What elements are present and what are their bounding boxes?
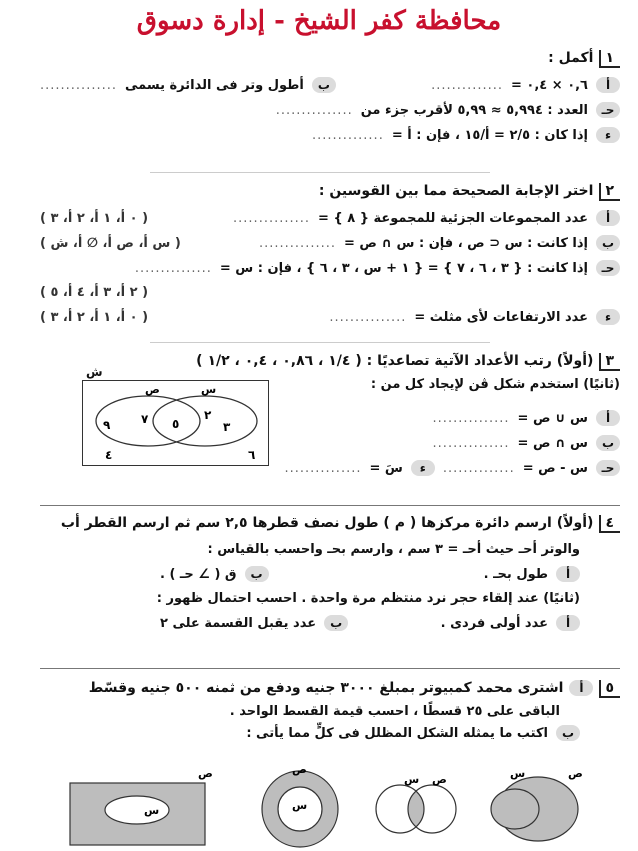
item-label: حـ [596,460,620,476]
set-label: س [292,799,308,812]
answer-blank[interactable]: ............... [134,260,212,276]
set-label: ص [432,773,447,786]
answer-blank[interactable]: .............. [431,77,503,93]
item-label: حـ [596,102,620,118]
choice-list: ( ٢ أ، ٣ أ، ٤ أ، ٥ ) [40,285,149,300]
answer-blank[interactable]: ............... [432,410,510,426]
choice-list: ( ٠ أ، ١ أ، ٢ أ، ٣ ) [40,309,149,325]
answer-blank[interactable]: ............... [40,77,117,93]
answer-blank[interactable]: ............... [275,102,353,118]
question-4 [40,515,620,631]
item-text: العدد : ٥,٩٩٤ ≈ ٥,٩٩ لأقرب جزء من [360,102,588,118]
item-label: أ [556,615,580,631]
answer-blank[interactable]: ............... [259,235,336,251]
question-number: ٣ [599,353,620,371]
question-text: الباقى على ٢٥ قسطًا ، احسب قيمة القسط الواحد . [229,704,560,719]
item-label: أ [596,210,620,226]
question-text: اشترى محمد كمبيوتر بمبلغ ٣٠٠٠ جنيه ودفع من ثمنه ٥٠٠ جنيه وقسّط [88,680,564,696]
item-text: س ∪ ص = [517,410,588,426]
question-5 [40,680,620,741]
question-2 [40,183,620,325]
shaded-figures [60,765,620,851]
answer-blank[interactable]: ............... [329,309,407,325]
answer-blank[interactable]: ............... [284,460,362,476]
answer-blank[interactable]: .............. [311,127,384,143]
item-label: أ [596,77,620,93]
set-label: ص [568,767,583,780]
set-label: ص [198,767,213,780]
item-label: ب [245,566,269,582]
question-number: ٤ [599,515,620,533]
venn-element: ٥ [172,417,180,431]
question-heading: أكمل : [548,50,594,66]
venn-element: ٩ [103,418,111,432]
item-text: عدد يقبل القسمة على ٢ [160,615,317,631]
question-number: ٢ [599,183,620,201]
venn-element: ٣ [223,420,231,434]
item-label: أ [556,566,580,582]
item-label: ء [596,309,620,325]
venn-universal-set [82,380,269,466]
question-text: والوتر أحـ حيث أحـ = ٣ سم ، وارسم بحـ واحسب بالقياس : [207,542,580,557]
question-number: ٥ [599,680,620,698]
question-heading: اختر الإجابة الصحيحة مما بين القوسين : [318,183,594,199]
item-label: ب [312,77,336,93]
set-label: ص [292,765,307,776]
question-subheading: (ثانيًا) استخدم شكل ڤن لإيجاد كل من : [370,377,620,392]
item-text: ٠,٦ × ٠,٤ = [511,77,588,93]
item-text: عدد المجموعات الجزئية للمجموعة { ٨ } = [318,210,588,226]
item-text: طول بحـ . [483,566,548,582]
item-label: ب [324,615,348,631]
divider [40,668,620,669]
item-text: ق ( ∠ حـ ) . [160,566,237,582]
item-label: ب [596,235,620,251]
item-text: س ∩ ص = [517,435,588,451]
item-text: سَ = [369,460,403,476]
shaded-region [491,789,539,829]
divider [150,172,490,173]
question-subheading: (ثانيًا) عند إلقاء حجر نرد منتظم مرة واحدة . احسب احتمال ظهور : [156,591,580,606]
item-label: أ [596,410,620,426]
choice-list: ( ٠ أ، ١ أ، ٢ أ، ٣ ) [40,210,149,226]
answer-blank[interactable]: ............... [233,210,311,226]
set-label: س [144,804,160,817]
page-title: محافظة كفر الشيخ - إدارة دسوق [136,6,502,36]
set-a-label: س [201,383,217,396]
item-text: س - ص = [522,460,588,476]
item-text: عدد الارتفاعات لأى مثلث = [414,309,588,325]
divider [40,505,620,506]
set-label: س [404,773,420,786]
item-label: ب [596,435,620,451]
venn-element: ٦ [248,448,256,462]
question-heading: (أولاً) ارسم دائرة مركزها ( م ) طول نصف قطرها ٢,٥ سم ثم ارسم القطر أب [60,515,594,531]
choice-list: ( س أ، ص أ، ∅ أ، ش ) [40,235,181,251]
venn-element: ٢ [204,408,212,422]
item-label: ء [411,460,435,476]
item-text: إذا كانت : س ⊂ ص ، فإن : س ∩ ص = [344,235,588,251]
question-number: ١ [599,50,620,68]
divider [150,342,490,343]
answer-blank[interactable]: .............. [442,460,515,476]
venn-element: ٧ [141,412,149,426]
item-text: عدد أولى فردى . [440,615,548,631]
answer-blank[interactable]: ............... [432,435,510,451]
item-label: ء [596,127,620,143]
venn-element: ٤ [105,448,113,462]
question-subheading: اكتب ما يمثله الشكل المظلل فى كلٍّ مما يأتى : [246,725,548,741]
set-label: س [510,767,526,780]
item-text: إذا كانت : { ٣ ، ٦ ، ٧ } = { ١ + س ، ٣ ، ٦ } ، فإن : س = [219,260,588,276]
set-ellipse [105,796,169,824]
item-text: أطول وتر فى الدائرة يسمى [125,77,304,93]
question-heading: (أولاً) رتب الأعداد الآتية تصاعديًا : ( ١/٤ ، ٠,٨٦ ، ٠,٤ ، ١/٢ ) [196,353,594,369]
item-label: حـ [596,260,620,276]
item-label: أ [569,680,593,696]
item-text: إذا كان : ٢/٥ = أ/١٥ ، فإن : أ = [391,127,588,143]
question-1 [40,50,620,143]
venn-diagram [83,381,268,465]
item-label: ب [556,725,580,741]
set-b-label: ص [145,383,160,396]
universal-set-label: ش [86,365,103,379]
